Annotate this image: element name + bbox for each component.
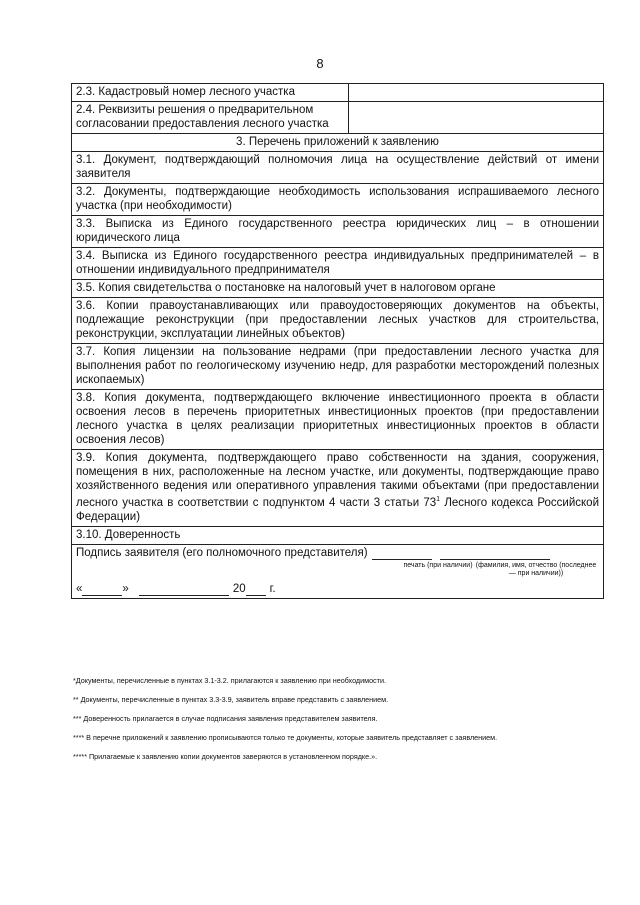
signature-block bbox=[72, 544, 604, 598]
attachment-3-3: 3.3. Выписка из Единого государственного реестра юридических лиц – в отношении юридического лица bbox=[72, 216, 604, 248]
attachment-3-9-text: 3.9. Копия документа, подтверждающего право собственности на здания, сооружения, помещения в них, расположенные на лесном участке, или документы, подтверждающие право хозяйственного ведения или оперативного управления такими объектами (при предоставлении лесного участка в соответствии с подпунктом 4 части 3 статьи 73 bbox=[76, 452, 599, 509]
page-number: 8 bbox=[316, 56, 324, 71]
section-3-heading: 3. Перечень приложений к заявлению bbox=[72, 134, 604, 152]
footnotes bbox=[73, 676, 603, 771]
signature-label: Подпись заявителя (его полномочного представителя) bbox=[76, 546, 368, 559]
decision-details-value[interactable] bbox=[349, 102, 604, 134]
table-row bbox=[72, 544, 604, 598]
table-row bbox=[72, 84, 604, 102]
attachment-3-5: 3.5. Копия свидетельства о постановке на налоговый учет в налоговом органе bbox=[72, 280, 604, 298]
decision-details-label: 2.4. Реквизиты решения о предварительном согласовании предоставления лесного участка bbox=[72, 102, 349, 134]
attachment-3-10: 3.10. Доверенность bbox=[72, 526, 604, 544]
table-row bbox=[72, 216, 604, 248]
table-row bbox=[72, 248, 604, 280]
footnote-5: ***** Прилагаемые к заявлению копии документов заверяются в установленном порядке.». bbox=[73, 752, 378, 761]
cadastral-number-label: 2.3. Кадастровый номер лесного участка bbox=[72, 84, 349, 102]
table-row bbox=[72, 184, 604, 216]
application-form-table bbox=[71, 83, 604, 599]
table-row bbox=[72, 280, 604, 298]
year-field[interactable] bbox=[246, 584, 266, 596]
table-row bbox=[72, 152, 604, 184]
attachment-3-6: 3.6. Копии правоустанавливающих или правоудостоверяющих документов на объекты, подлежащие реконструкции (при предоставлении лесных участков для строительства, реконструкции, эксплуатации линейных объектов) bbox=[72, 298, 604, 344]
day-field[interactable] bbox=[82, 584, 122, 596]
table-row bbox=[72, 102, 604, 134]
attachment-3-4: 3.4. Выписка из Единого государственного реестра индивидуальных предпринимателей – в отношении индивидуального предпринимателя bbox=[72, 248, 604, 280]
table-row bbox=[72, 526, 604, 544]
attachment-3-7: 3.7. Копия лицензии на пользование недрами (при предоставлении лесного участка для выполнения работ по геологическому изучению недр, для разработки месторождений полезных ископаемых) bbox=[72, 344, 604, 390]
attachment-3-9 bbox=[72, 450, 604, 527]
table-row bbox=[72, 298, 604, 344]
year-suffix: г. bbox=[269, 582, 276, 595]
footnote-3: *** Доверенность прилагается в случае подписания заявления представителем заявителя. bbox=[73, 714, 378, 723]
table-row bbox=[72, 390, 604, 450]
stamp-field[interactable] bbox=[372, 548, 432, 560]
date-close-quote: » bbox=[122, 582, 129, 595]
footnote-4: **** В перечне приложений к заявлению прописываются только те документы, которые заявитель представляет с заявлением. bbox=[73, 733, 498, 742]
footnote-1: *Документы, перечисленные в пунктах 3.1-3.2. прилагаются к заявлению при необходимости. bbox=[73, 676, 386, 685]
full-name-field[interactable] bbox=[440, 548, 550, 560]
signature-line bbox=[76, 546, 599, 560]
table-row bbox=[72, 344, 604, 390]
date-line bbox=[76, 582, 599, 596]
stamp-caption: печать (при наличии) bbox=[403, 561, 473, 569]
signature-captions bbox=[76, 562, 599, 578]
attachment-3-9-end: Лесного кодекса Российской Федерации) bbox=[76, 496, 599, 523]
table-row bbox=[72, 134, 604, 152]
date-open-quote: « bbox=[76, 582, 83, 595]
attachment-3-1: 3.1. Документ, подтверждающий полномочия лица на осуществление действий от имени заявителя bbox=[72, 152, 604, 184]
cadastral-number-value[interactable] bbox=[349, 84, 604, 102]
month-field[interactable] bbox=[139, 584, 229, 596]
attachment-3-8: 3.8. Копия документа, подтверждающего включение инвестиционного проекта в области освоения лесов в перечень приоритетных инвестиционных проектов (при предоставлении лесного участка в целях реализации приоритетных инвестиционных проектов в области освоения лесов) bbox=[72, 390, 604, 450]
table-row bbox=[72, 450, 604, 527]
attachment-3-9-sup: 1 bbox=[436, 496, 441, 503]
attachment-3-2: 3.2. Документы, подтверждающие необходимость использования испрашиваемого лесного участка (при необходимости) bbox=[72, 184, 604, 216]
footnote-2: ** Документы, перечисленные в пунктах 3.3-3.9, заявитель вправе представить с заявлением. bbox=[73, 695, 389, 704]
full-name-caption: (фамилия, имя, отчество (последнее — при наличии)) bbox=[475, 561, 597, 577]
year-prefix: 20 bbox=[232, 582, 246, 595]
